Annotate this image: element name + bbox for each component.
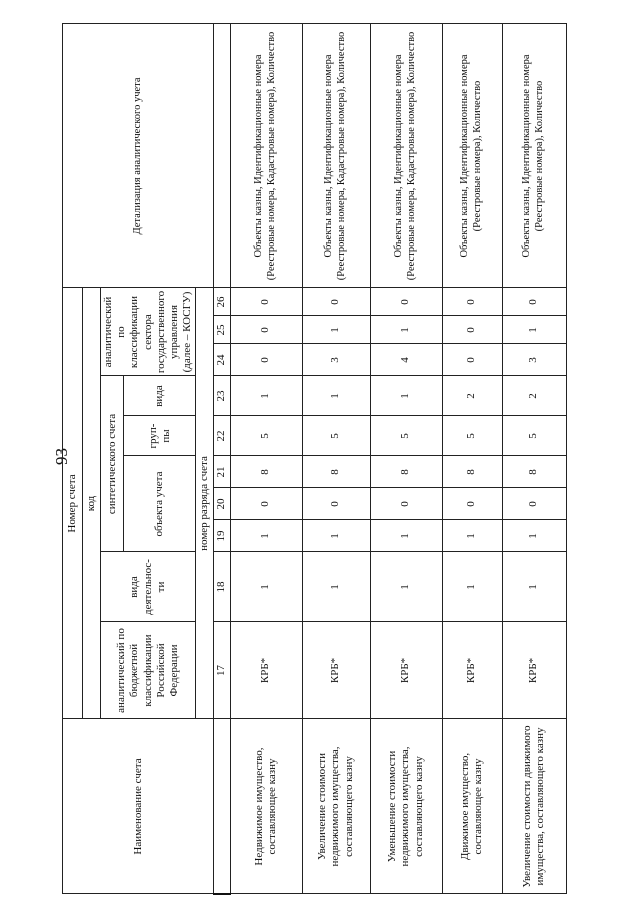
digit-cell: 1: [442, 552, 502, 622]
digit-cell: 1: [442, 520, 502, 552]
col-number: 23: [214, 376, 230, 416]
digit-cell: 0: [442, 488, 502, 520]
account-name: Увеличение стоимости недвижимого имущества, составляющего казну: [302, 719, 370, 894]
header-code: код: [83, 288, 101, 719]
digit-cell: 1: [230, 552, 302, 622]
digit-cell: 0: [230, 288, 302, 316]
digit-cell: 1: [230, 376, 302, 416]
detail-cell: Объекты казны, Идентификационные номера (Реестровые номера, Кадастровые номера), Количество: [230, 24, 302, 288]
account-register-table: [62, 24, 567, 896]
digit-cell: 3: [302, 344, 370, 376]
digit-cell: 0: [230, 488, 302, 520]
digit-cell: 0: [442, 344, 502, 376]
col-number: 26: [214, 288, 230, 316]
header-detail: Детализация аналитического учета: [63, 24, 214, 288]
digit-cell: 4: [370, 344, 442, 376]
detail-cell: Объекты казны, Идентификационные номера (Реестровые номера), Количество: [502, 24, 566, 288]
digit-cell: 1: [370, 520, 442, 552]
digit-cell: 8: [370, 456, 442, 488]
digit-cell: 0: [230, 316, 302, 344]
account-name: Увеличение стоимости движимого имущества, составляющего казну: [502, 719, 566, 894]
digit-cell: 0: [442, 316, 502, 344]
digit-cell: 8: [230, 456, 302, 488]
account-name: Движимое имущество, составляющее казну: [442, 719, 502, 894]
digit-cell: 0: [302, 288, 370, 316]
digit-cell: 1: [370, 376, 442, 416]
table-row: [442, 24, 502, 894]
kbk-cell: КРБ*: [442, 622, 502, 719]
header-analytic-kbk: аналитический по бюджетной классификации Российской Федерации: [101, 622, 196, 719]
digit-cell: 0: [502, 288, 566, 316]
table-row: [370, 24, 442, 894]
digit-cell: 0: [442, 288, 502, 316]
digit-cell: 1: [370, 316, 442, 344]
account-name: Недвижимое имущество, составляющее казну: [230, 719, 302, 894]
digit-cell: 1: [502, 520, 566, 552]
digit-cell: 8: [442, 456, 502, 488]
kbk-cell: КРБ*: [370, 622, 442, 719]
header-synthetic: синтетического счета: [101, 376, 124, 552]
page-number: 93: [52, 448, 71, 465]
digit-cell: 8: [502, 456, 566, 488]
digit-cell: 0: [230, 344, 302, 376]
col-number: 24: [214, 344, 230, 376]
header-account-number: Номер счета: [63, 288, 83, 719]
digit-cell: 3: [502, 344, 566, 376]
digit-cell: 2: [442, 376, 502, 416]
digit-cell: 5: [302, 416, 370, 456]
col-number: 22: [214, 416, 230, 456]
digit-cell: 1: [502, 552, 566, 622]
col-number: 20: [214, 488, 230, 520]
digit-cell: 0: [302, 488, 370, 520]
table-row: [302, 24, 370, 894]
col-number: 25: [214, 316, 230, 344]
digit-cell: 5: [230, 416, 302, 456]
detail-cell: Объекты казны, Идентификационные номера (Реестровые номера), Количество: [442, 24, 502, 288]
digit-cell: 5: [370, 416, 442, 456]
digit-cell: 0: [502, 488, 566, 520]
col-number: 17: [214, 622, 230, 719]
digit-cell: 0: [370, 288, 442, 316]
digit-cell: 2: [502, 376, 566, 416]
digit-cell: 1: [502, 316, 566, 344]
digit-cell: 1: [230, 520, 302, 552]
header-kind: вида: [124, 376, 196, 416]
account-name: Уменьшение стоимости недвижимого имущества, составляющего казну: [370, 719, 442, 894]
kbk-cell: КРБ*: [230, 622, 302, 719]
digit-cell: 1: [302, 520, 370, 552]
col-number: 21: [214, 456, 230, 488]
digit-cell: 1: [302, 376, 370, 416]
table-row: [502, 24, 566, 894]
header-group: груп-пы: [124, 416, 196, 456]
header-object: объекта учета: [124, 456, 196, 552]
digit-cell: 1: [302, 552, 370, 622]
header-analytic-kosgu: аналитический по классификации сектора государственного управления (далее – КОСГУ): [101, 288, 196, 376]
digit-cell: 1: [302, 316, 370, 344]
kbk-cell: КРБ*: [302, 622, 370, 719]
table-row: [230, 24, 302, 894]
detail-cell: Объекты казны, Идентификационные номера (Реестровые номера, Кадастровые номера), Количество: [302, 24, 370, 288]
digit-cell: 0: [370, 488, 442, 520]
kbk-cell: КРБ*: [502, 622, 566, 719]
col-number: 18: [214, 552, 230, 622]
digit-cell: 5: [442, 416, 502, 456]
col-number: 19: [214, 520, 230, 552]
header-name: Наименование счета: [63, 719, 214, 894]
digit-cell: 5: [502, 416, 566, 456]
header-digit-row: номер разряда счета: [196, 288, 214, 719]
digit-cell: 1: [370, 552, 442, 622]
digit-cell: 8: [302, 456, 370, 488]
detail-cell: Объекты казны, Идентификационные номера (Реестровые номера, Кадастровые номера), Количество: [370, 24, 442, 288]
header-activity-type: вида деятельнос-ти: [101, 552, 196, 622]
